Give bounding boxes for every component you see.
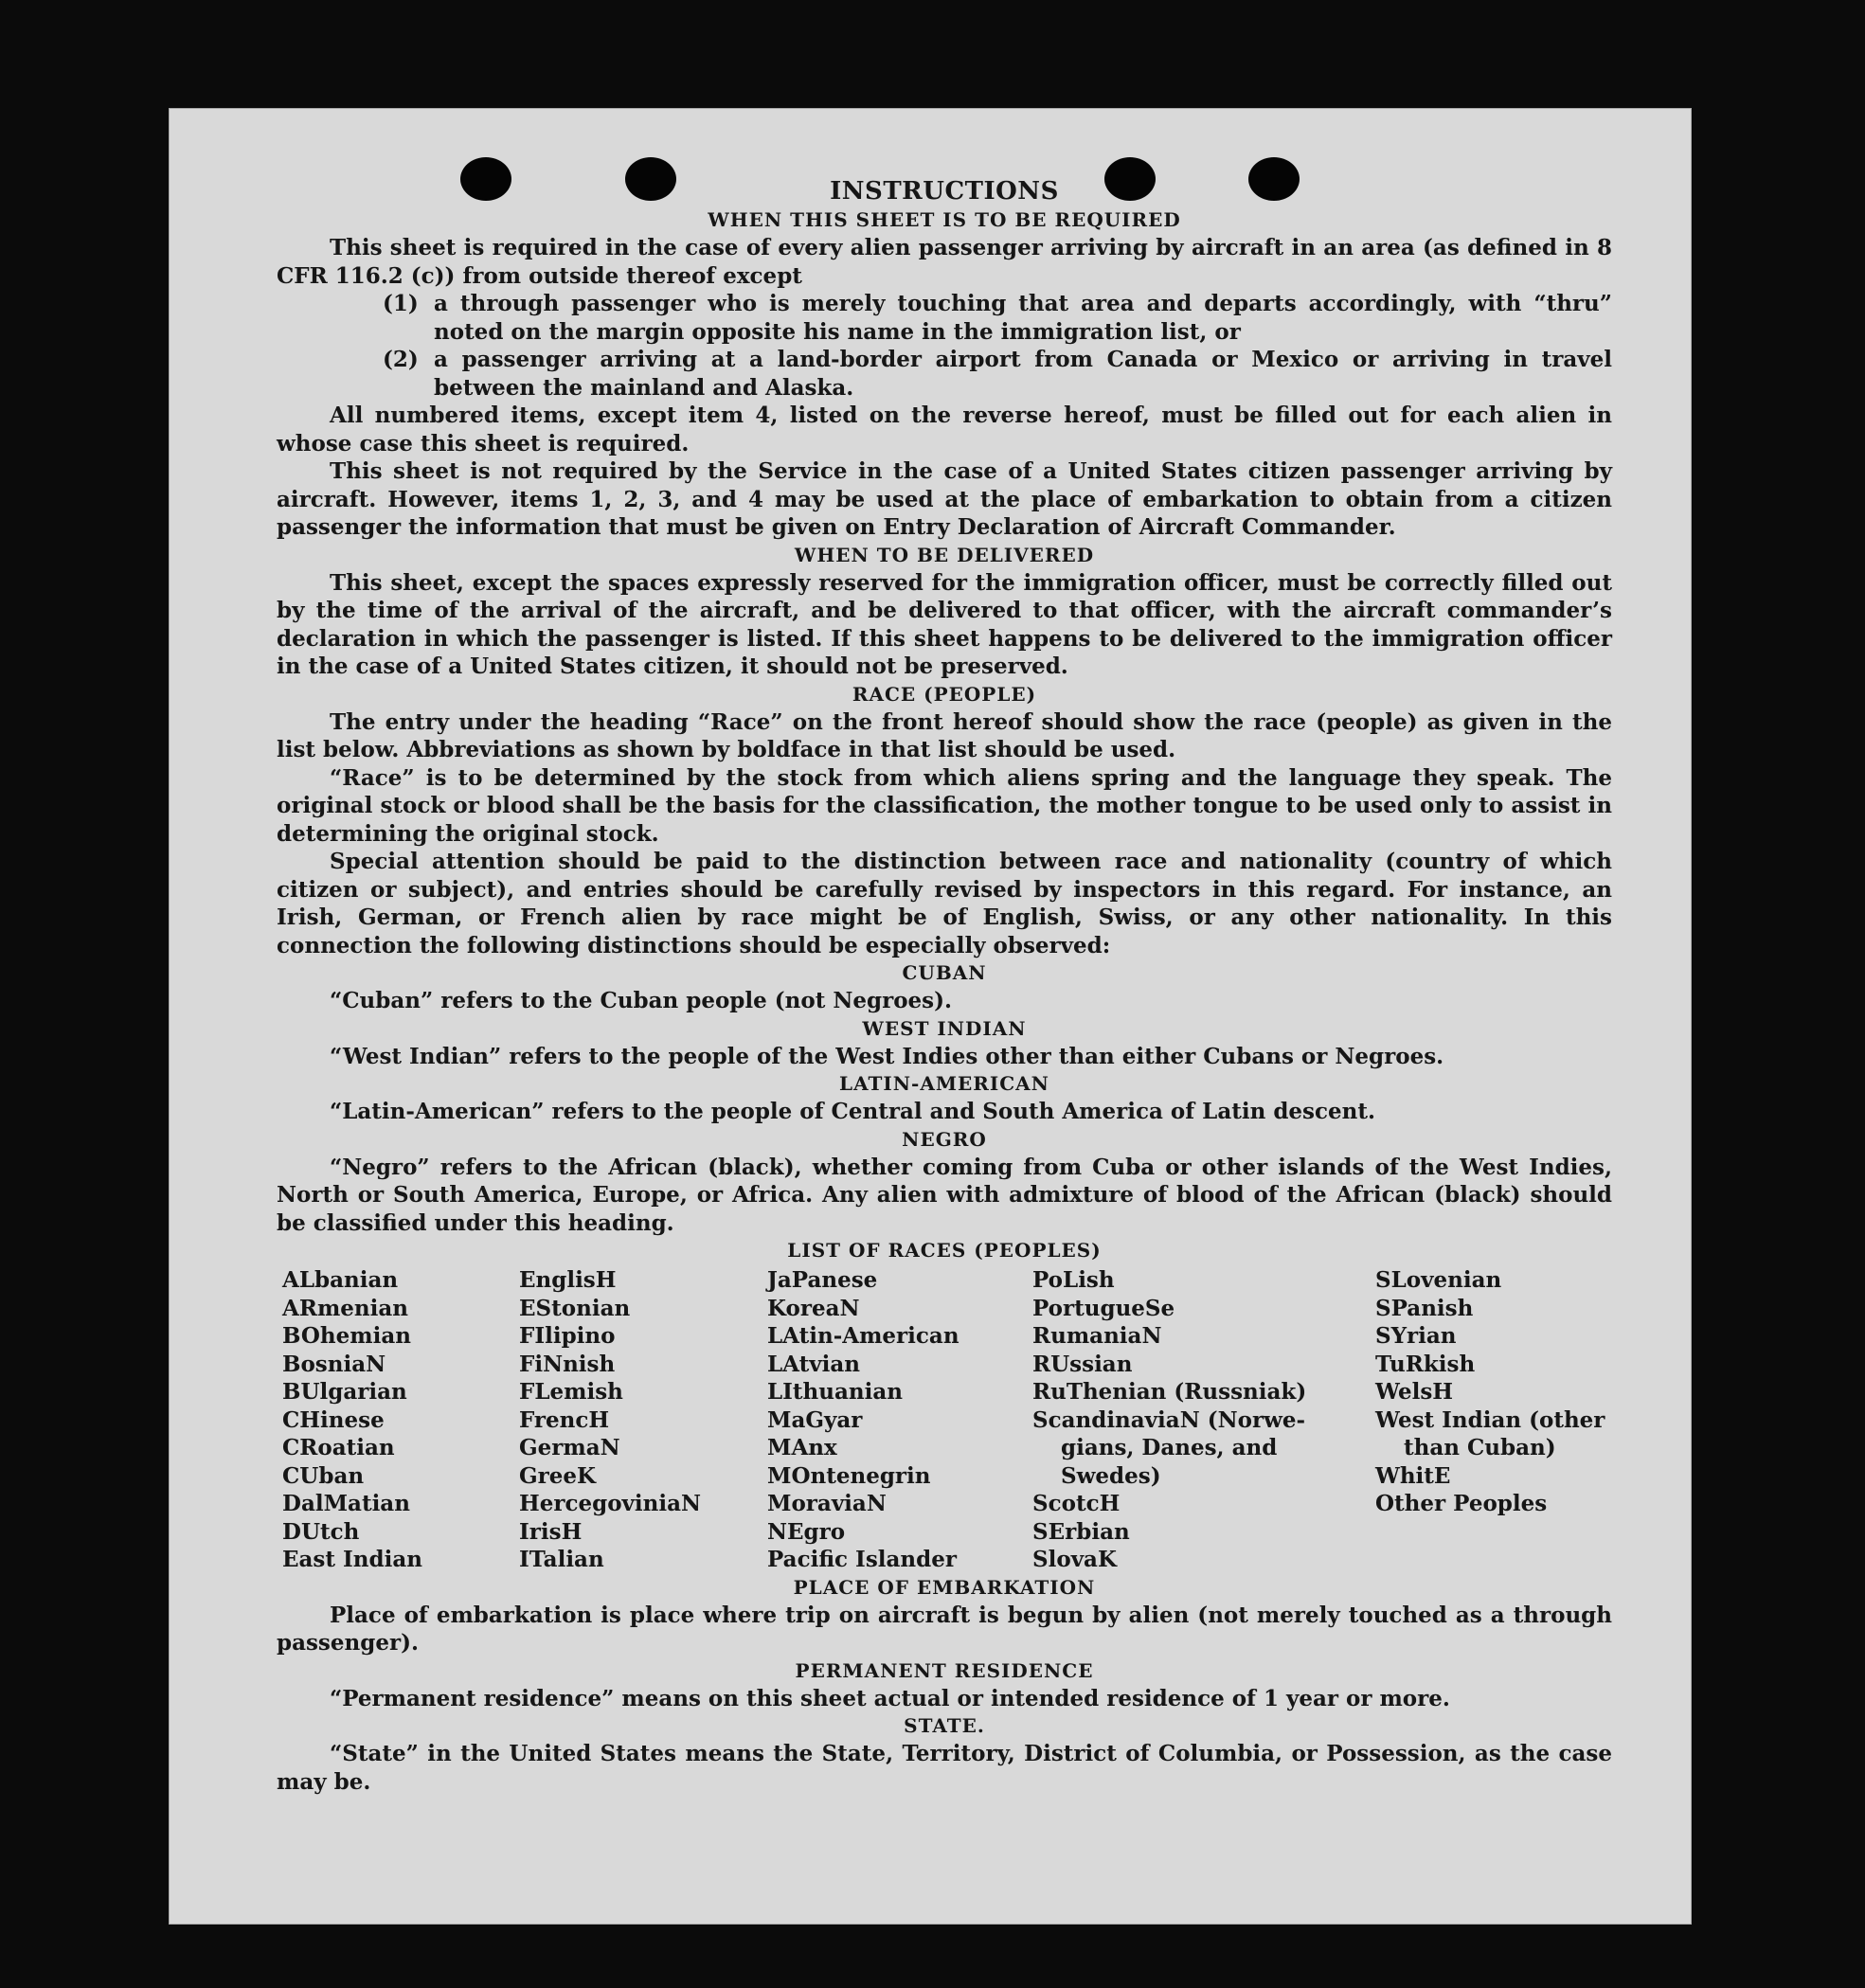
race-entry: FLemish xyxy=(519,1379,623,1405)
exception-number: (1) xyxy=(383,291,419,316)
race-entry: LIthuanian xyxy=(767,1379,903,1405)
heading-latin-american: LATIN-AMERICAN xyxy=(839,1072,1049,1095)
race-entry: Pacific Islander xyxy=(767,1547,957,1572)
race-entry: GermaN xyxy=(519,1435,620,1460)
race-entry: ARmenian xyxy=(282,1295,409,1321)
races-column-4 xyxy=(1032,1266,1375,1574)
exception-item xyxy=(383,290,1612,346)
heading-list-of-races: LIST OF RACES (PEOPLES) xyxy=(787,1239,1102,1262)
race-entry: DalMatian xyxy=(282,1491,410,1516)
race-entry: RumaniaN xyxy=(1032,1323,1162,1349)
race-entry: ScotcH xyxy=(1032,1491,1121,1516)
race-entry: than Cuban) xyxy=(1404,1435,1556,1460)
heading-embarkation: PLACE OF EMBARKATION xyxy=(793,1575,1096,1599)
race-entry: WelsH xyxy=(1375,1379,1454,1405)
race-entry: PortugueSe xyxy=(1032,1295,1175,1321)
exception-item xyxy=(383,346,1612,402)
races-column-2 xyxy=(519,1266,767,1574)
heading-west-indian: WEST INDIAN xyxy=(862,1016,1027,1040)
paragraph-delivered: This sheet, except the spaces expressly reserved for the immigration officer, must be correctly filled out by the time of the arrival of the aircraft, and be delivered to that officer, with the aircraft commander’s declaration in which the passenger is listed. If this sheet happens to be delivered to the immigration officer in the case of a United States citizen, it should not be preserved. xyxy=(277,569,1612,679)
race-entry: JaPanese xyxy=(767,1267,878,1293)
paragraph-latin-american: “Latin-American” refers to the people of Central and South America of Latin descent. xyxy=(330,1099,1375,1124)
race-entry: FiNnish xyxy=(519,1351,616,1377)
exception-number: (2) xyxy=(383,347,419,372)
heading-negro: NEGRO xyxy=(902,1127,987,1151)
race-entry: NEgro xyxy=(767,1518,846,1545)
race-entry: RuThenian (Russniak) xyxy=(1032,1379,1307,1405)
race-entry: ScandinaviaN (Norwe- xyxy=(1032,1406,1306,1433)
paragraph-race-1: The entry under the heading “Race” on the front hereof should show the race (people) as given in the list below. Abbreviations as shown by boldface in that list should be used. xyxy=(277,708,1612,762)
race-entry: BUlgarian xyxy=(282,1379,407,1405)
race-entry: WhitE xyxy=(1375,1462,1451,1489)
instructions-text xyxy=(277,176,1612,1796)
race-entry: MAnx xyxy=(767,1435,837,1460)
paragraph-race-2: “Race” is to be determined by the stock from which aliens spring and the language they speak. The original stock or blood shall be the basis for the classification, the mother tongue to be used only to assist in determining the original stock. xyxy=(277,764,1612,847)
document-page xyxy=(169,108,1692,1925)
heading-permanent-residence: PERMANENT RESIDENCE xyxy=(795,1658,1094,1682)
race-entry: MOntenegrin xyxy=(767,1462,931,1489)
race-entry: FIlipino xyxy=(519,1323,616,1349)
paragraph-embarkation: Place of embarkation is place where trip on aircraft is begun by alien (not merely touched as a through passenger). xyxy=(277,1602,1612,1656)
race-entry: CHinese xyxy=(282,1406,385,1433)
race-entry: LAtvian xyxy=(767,1351,860,1377)
race-entry: MaGyar xyxy=(767,1406,863,1433)
race-entry: GreeK xyxy=(519,1462,597,1489)
race-entry: DUtch xyxy=(282,1518,360,1545)
race-entry: SLovenian xyxy=(1375,1267,1502,1293)
race-entry: EStonian xyxy=(519,1295,631,1321)
paragraph-when-3: This sheet is not required by the Service in the case of a United States citizen passenger arriving by aircraft. However, items 1, 2, 3, and 4 may be used at the place of embarkation to obtain from a citizen passenger the information that must be given on Entry Declaration of Aircraft Commander. xyxy=(277,458,1612,540)
race-entry: FrencH xyxy=(519,1406,610,1433)
race-entry: Other Peoples xyxy=(1375,1491,1548,1516)
race-entry: PoLish xyxy=(1032,1267,1115,1293)
race-entry: KoreaN xyxy=(767,1295,860,1321)
races-column-1 xyxy=(277,1266,519,1574)
race-entry: SlovaK xyxy=(1032,1547,1117,1572)
race-entry: SYrian xyxy=(1375,1323,1457,1349)
race-entry: CRoatian xyxy=(282,1435,395,1460)
races-column-5 xyxy=(1375,1266,1612,1574)
race-entry: BOhemian xyxy=(282,1323,411,1349)
page-title: INSTRUCTIONS xyxy=(830,177,1059,206)
race-entry: East Indian xyxy=(282,1547,422,1572)
paragraph-state: “State” in the United States means the State, Territory, District of Columbia, or Possession, as the case may be. xyxy=(277,1741,1612,1795)
race-entry: TuRkish xyxy=(1375,1351,1476,1377)
races-column-3 xyxy=(767,1266,1032,1574)
race-entry: MoraviaN xyxy=(767,1491,887,1516)
race-entry: IrisH xyxy=(519,1518,583,1545)
race-entry: RUssian xyxy=(1032,1351,1133,1377)
race-entry: Swedes) xyxy=(1061,1462,1161,1489)
race-entry: SErbian xyxy=(1032,1518,1130,1545)
heading-when-delivered: WHEN TO BE DELIVERED xyxy=(794,543,1095,566)
race-entry: ITalian xyxy=(519,1547,604,1572)
races-list xyxy=(277,1266,1612,1574)
race-entry: BosniaN xyxy=(282,1351,386,1377)
heading-when-required: WHEN THIS SHEET IS TO BE REQUIRED xyxy=(708,208,1181,231)
race-entry: gians, Danes, and xyxy=(1061,1435,1278,1460)
exception-text: a passenger arriving at a land-border airport from Canada or Mexico or arriving in travel between the mainland and Alaska. xyxy=(434,347,1612,401)
paragraph-permanent-residence: “Permanent residence” means on this sheet actual or intended residence of 1 year or more. xyxy=(330,1685,1450,1711)
paragraph-when-2: All numbered items, except item 4, listed on the reverse hereof, must be filled out for each alien in whose case this sheet is required. xyxy=(277,403,1612,457)
race-entry: EnglisH xyxy=(519,1267,617,1293)
race-entry: West Indian (other xyxy=(1375,1406,1605,1433)
race-entry: ALbanian xyxy=(282,1267,399,1293)
race-entry: CUban xyxy=(282,1462,365,1489)
race-entry: LAtin-American xyxy=(767,1323,959,1349)
heading-race: RACE (PEOPLE) xyxy=(852,682,1037,706)
paragraph-race-3: Special attention should be paid to the distinction between race and nationality (country of which citizen or subject), and entries should be carefully revised by inspectors in this regard. For instance, an Irish, German, or French alien by race might be of English, Swiss, or any other nationality. In this connection the following distinctions should be especially observed: xyxy=(277,849,1612,958)
heading-cuban: CUBAN xyxy=(902,961,987,984)
heading-state: STATE. xyxy=(904,1714,985,1737)
race-entry: SPanish xyxy=(1375,1295,1474,1321)
paragraph-west-indian: “West Indian” refers to the people of the West Indies other than either Cubans or Negroes. xyxy=(330,1043,1444,1069)
race-entry: HercegoviniaN xyxy=(519,1491,702,1516)
paragraph-when-1: This sheet is required in the case of every alien passenger arriving by aircraft in an area (as defined in 8 CFR 116.2 (c)) from outside thereof except xyxy=(277,235,1612,289)
exception-text: a through passenger who is merely touching that area and departs accordingly, with “thru” noted on the margin opposite his name in the immigration list, or xyxy=(434,291,1612,345)
paragraph-negro: “Negro” refers to the African (black), whether coming from Cuba or other islands of the West Indies, North or South America, Europe, or Africa. Any alien with admixture of blood of the African (black) should be classified under this heading. xyxy=(277,1154,1612,1236)
paragraph-cuban: “Cuban” refers to the Cuban people (not Negroes). xyxy=(330,988,953,1013)
